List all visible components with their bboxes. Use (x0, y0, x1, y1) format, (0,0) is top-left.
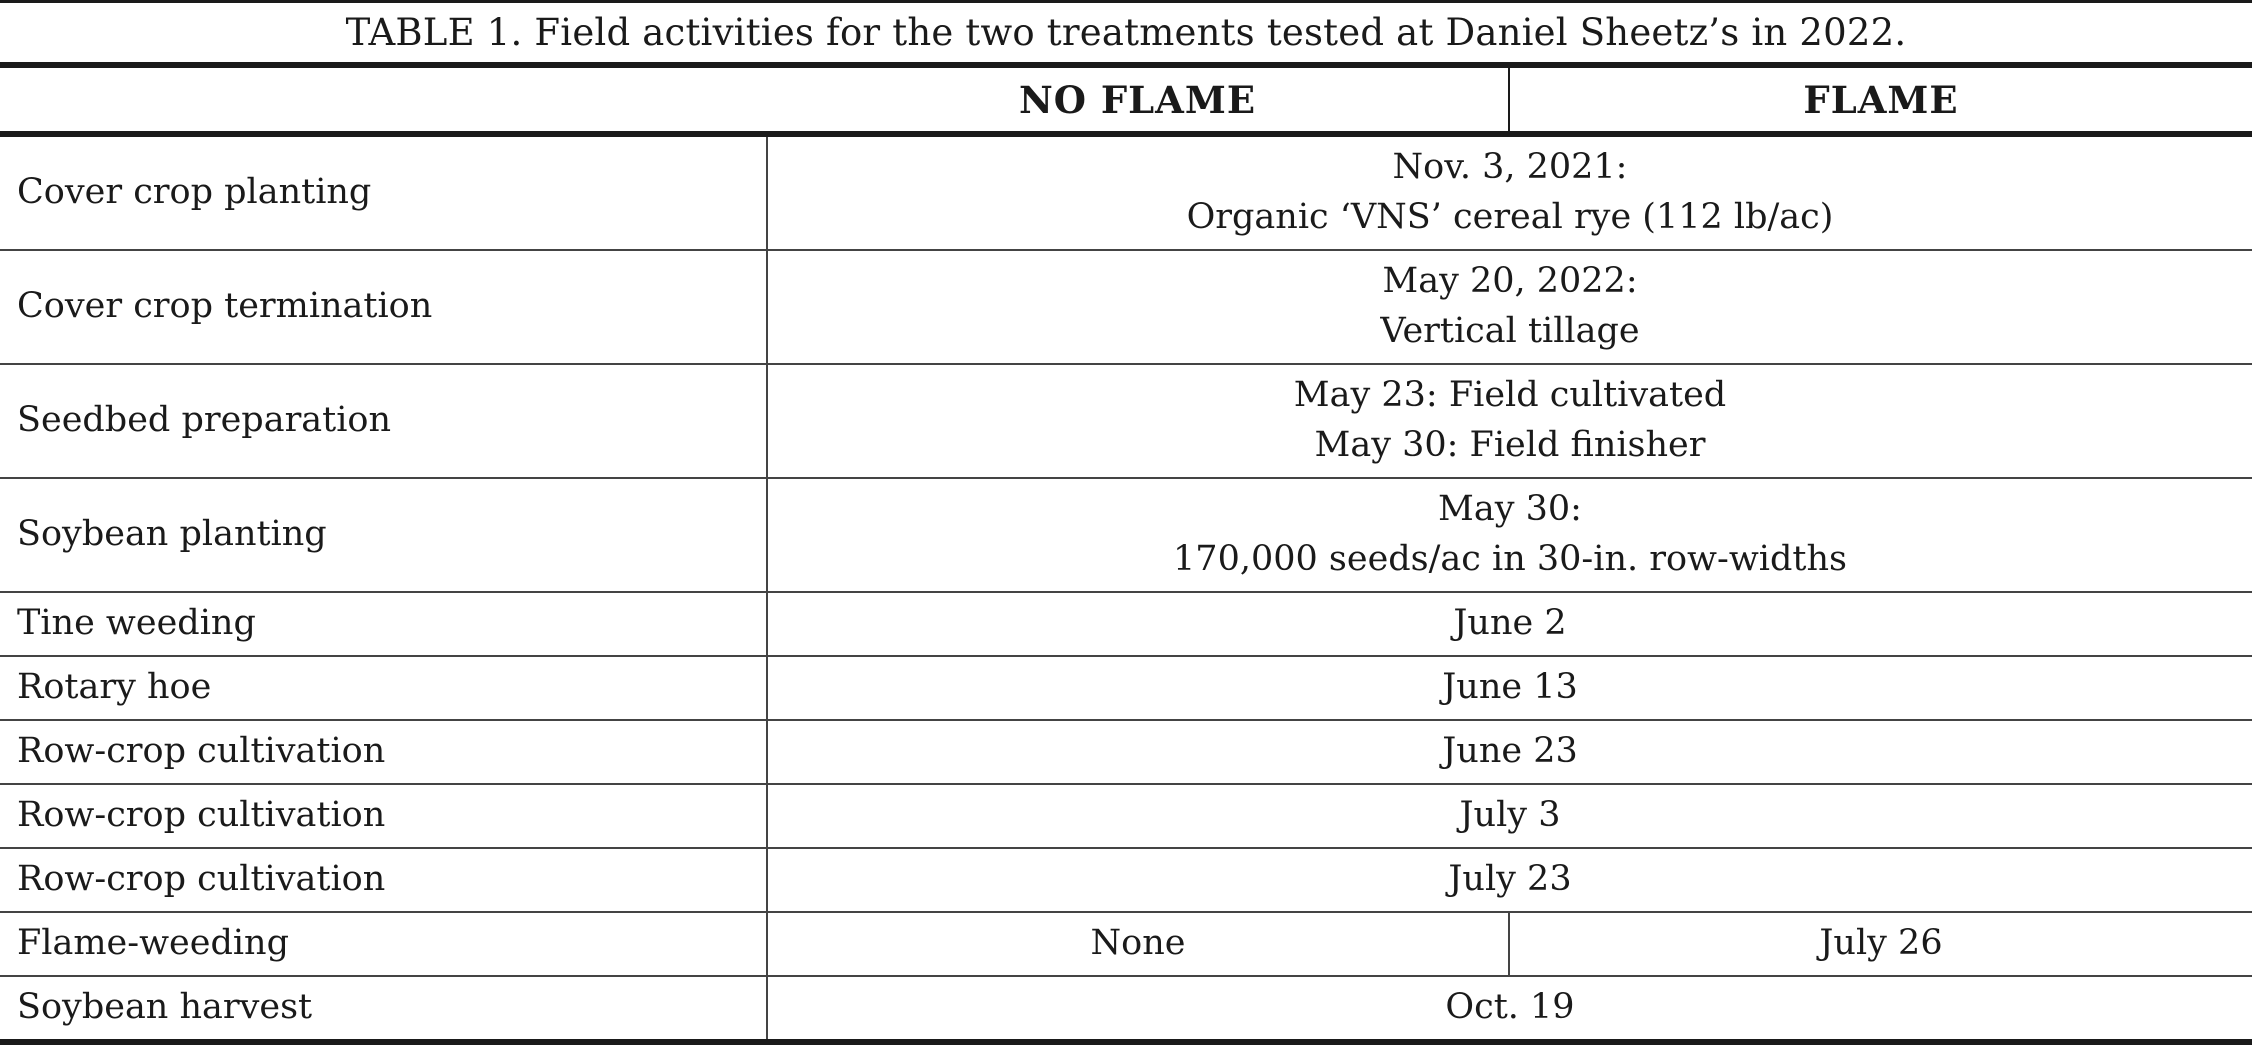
row-value-flame: July 26 (1509, 912, 2252, 976)
row-value (767, 134, 2252, 250)
header-no-flame: NO FLAME (767, 65, 1509, 134)
row-value-line: May 23: Field cultivated (1293, 375, 1727, 416)
row-value (767, 250, 2252, 364)
table-header-row (0, 65, 2252, 134)
table-row (0, 912, 2252, 976)
row-value: Oct. 19 (767, 976, 2252, 1042)
table-row (0, 250, 2252, 364)
header-blank-cell (0, 65, 767, 134)
table-row (0, 134, 2252, 250)
row-value-line: Vertical tillage (1380, 311, 1640, 351)
header-flame: FLAME (1509, 65, 2252, 134)
row-label: Soybean planting (0, 478, 767, 592)
row-label: Rotary hoe (0, 656, 767, 720)
table-row (0, 784, 2252, 848)
table-row (0, 720, 2252, 784)
row-label: Row-crop cultivation (0, 848, 767, 912)
row-label: Cover crop termination (0, 250, 767, 364)
field-activities-table (0, 62, 2252, 1045)
row-label: Soybean harvest (0, 976, 767, 1042)
row-label: Seedbed preparation (0, 364, 767, 478)
table-row (0, 364, 2252, 478)
row-value-line: May 30: Field finisher (1314, 425, 1706, 465)
row-label: Cover crop planting (0, 134, 767, 250)
table-row (0, 592, 2252, 656)
row-value (767, 364, 2252, 478)
row-value-line: 170,000 seeds/ac in 30-in. row-widths (1173, 539, 1847, 579)
row-value: July 3 (767, 784, 2252, 848)
table-row (0, 478, 2252, 592)
table-row (0, 656, 2252, 720)
row-label: Tine weeding (0, 592, 767, 656)
row-value: July 23 (767, 848, 2252, 912)
row-value: June 13 (767, 656, 2252, 720)
row-value (767, 478, 2252, 592)
row-value: June 23 (767, 720, 2252, 784)
row-value-line: Organic ‘VNS’ cereal rye (112 lb/ac) (1186, 197, 1834, 237)
table-row (0, 848, 2252, 912)
row-value-line: Nov. 3, 2021: (1392, 147, 1628, 188)
table-title: TABLE 1. Field activities for the two treatments tested at Daniel Sheetz’s in 2022. (0, 0, 2252, 62)
row-label: Flame-weeding (0, 912, 767, 976)
row-value-line: May 30: (1438, 489, 1582, 530)
row-value-line: May 20, 2022: (1382, 261, 1638, 302)
row-label: Row-crop cultivation (0, 720, 767, 784)
row-value: June 2 (767, 592, 2252, 656)
row-value-no-flame: None (767, 912, 1509, 976)
row-label: Row-crop cultivation (0, 784, 767, 848)
table-row (0, 976, 2252, 1042)
